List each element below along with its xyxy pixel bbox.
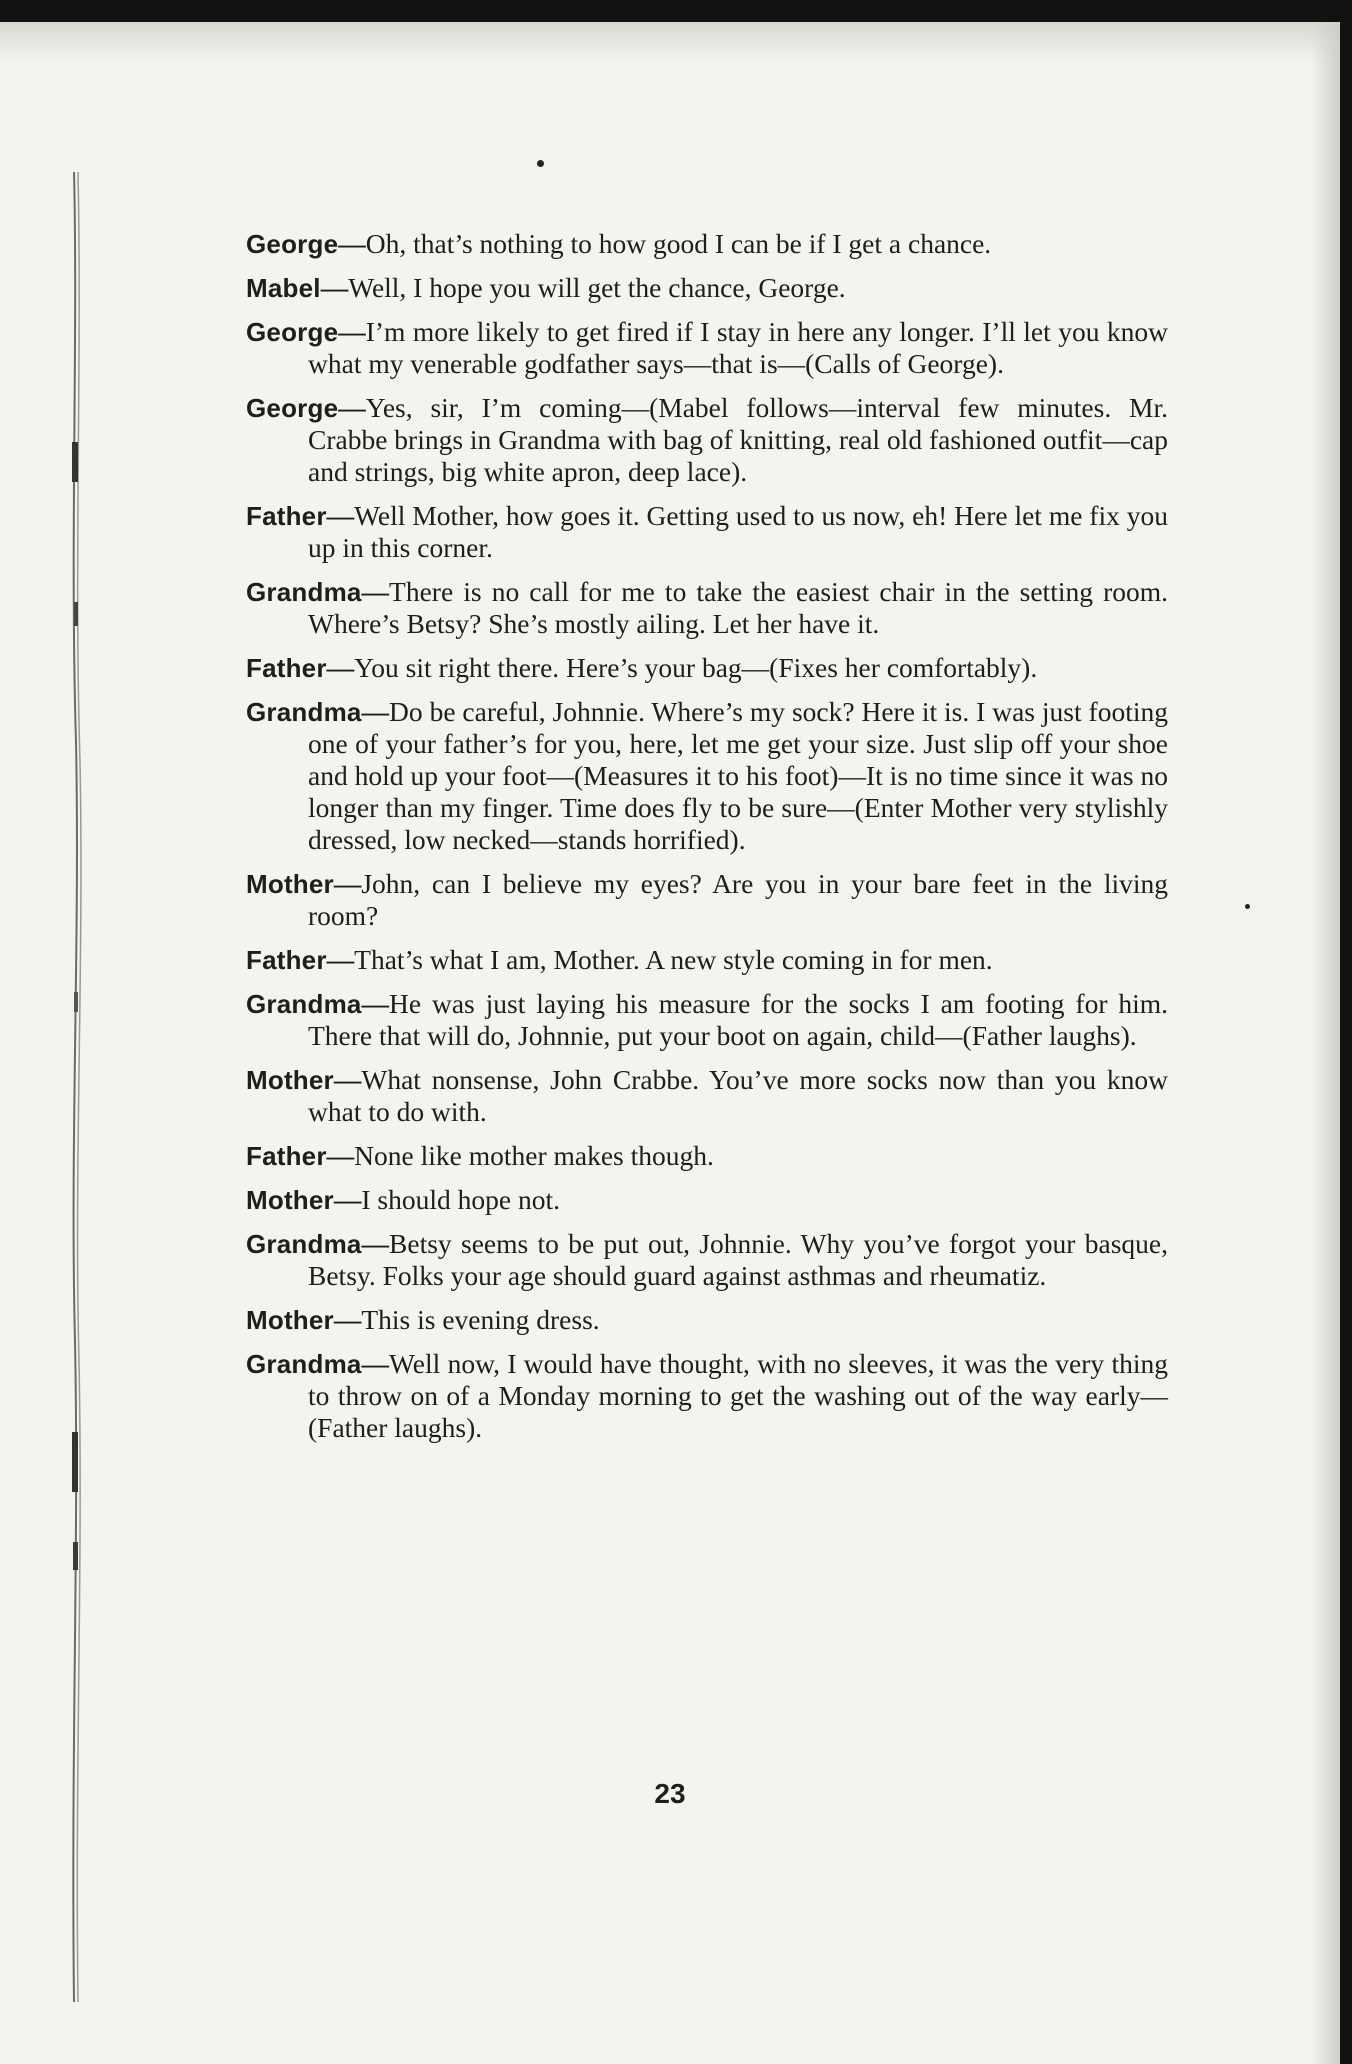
dialogue-entry [246, 696, 1168, 856]
book-page [0, 22, 1340, 2064]
page-number: 23 [654, 1778, 686, 1809]
dialogue-line: Well, I hope you will get the chance, George. [348, 272, 846, 303]
dialogue-line: Well Mother, how goes it. Getting used to us now, eh! Here let me fix you up in this corner. [308, 500, 1168, 563]
speaker-dash: — [361, 696, 390, 727]
speaker-dash: — [326, 1140, 355, 1171]
speaker-name: Mother [246, 1065, 334, 1095]
speaker-name: George [246, 229, 339, 259]
stray-mark-right [1245, 904, 1250, 909]
dialogue-entry [246, 988, 1168, 1052]
speaker-name: Mother [246, 1305, 334, 1335]
dialogue-line: I should hope not. [361, 1184, 560, 1215]
speaker-dash: — [326, 944, 355, 975]
dialogue-entry [246, 944, 1168, 976]
dialogue-line: You sit right there. Here’s your bag—(Fixes her comfortably). [354, 652, 1038, 683]
dialogue-line: What nonsense, John Crabbe. You’ve more socks now than you know what to do with. [308, 1064, 1168, 1127]
speaker-name: Father [246, 1141, 327, 1171]
speaker-dash: — [361, 1228, 390, 1259]
speaker-dash: — [361, 1348, 390, 1379]
speaker-dash: — [338, 228, 366, 259]
dialogue-entry [246, 272, 1168, 304]
dialogue-entry [246, 392, 1168, 488]
dialogue-line: That’s what I am, Mother. A new style coming in for men. [354, 944, 993, 975]
speaker-name: Grandma [246, 577, 362, 607]
dialogue-entry [246, 1140, 1168, 1172]
speaker-dash: — [320, 272, 349, 303]
speaker-dash: — [361, 988, 390, 1019]
dialogue-line: Well now, I would have thought, with no sleeves, it was the very thing to throw on of a Monday morning to get the washing out of the way early—(Father laughs). [308, 1348, 1168, 1443]
page-top-shadow [0, 22, 1340, 62]
dialogue-line: Betsy seems to be put out, Johnnie. Why you’ve forgot your basque, Betsy. Folks your age should guard against asthmas and rheumatiz. [308, 1228, 1168, 1291]
play-dialogue [246, 228, 1168, 1456]
page-right-shadow [1310, 22, 1340, 2064]
dialogue-entry [246, 868, 1168, 932]
dialogue-line: Oh, that’s nothing to how good I can be if I get a chance. [365, 228, 992, 259]
dialogue-entry [246, 652, 1168, 684]
dialogue-entry [246, 1348, 1168, 1444]
speaker-name: George [246, 317, 339, 347]
dialogue-line: Do be careful, Johnnie. Where’s my sock? Here it is. I was just footing one of your father’s for you, here, let me get your size. Just slip off your shoe and hold up your foot—(Measures it to his foot)—It is no time since it was no longer than my finger. Time does fly to be sure—(Enter Mother very stylishly dressed, low necked—stands horrified). [308, 696, 1168, 855]
binding-stitches [60, 142, 90, 2042]
speaker-name: Father [246, 501, 327, 531]
speaker-dash: — [326, 500, 355, 531]
dialogue-entry [246, 1228, 1168, 1292]
speaker-dash: — [361, 576, 390, 607]
dialogue-line: There is no call for me to take the easiest chair in the setting room. Where’s Betsy? She’s mostly ailing. Let her have it. [308, 576, 1168, 639]
speaker-name: Mabel [246, 273, 321, 303]
dialogue-line: Yes, sir, I’m coming—(Mabel follows—interval few minutes. Mr. Crabbe brings in Grandma with bag of knitting, real old fashioned outfit—cap and strings, big white apron, deep lace). [308, 392, 1168, 487]
speaker-dash: — [333, 868, 362, 899]
speaker-name: George [246, 393, 339, 423]
dialogue-entry [246, 228, 1168, 260]
dialogue-line: None like mother makes though. [354, 1140, 714, 1171]
speaker-dash: — [333, 1304, 362, 1335]
speaker-name: Father [246, 653, 327, 683]
dialogue-entry [246, 1184, 1168, 1216]
speaker-name: Grandma [246, 989, 362, 1019]
dialogue-line: He was just laying his measure for the socks I am footing for him. There that will do, Johnnie, put your boot on again, child—(Father laughs). [308, 988, 1168, 1051]
speaker-dash: — [338, 392, 366, 423]
dialogue-entry [246, 576, 1168, 640]
speaker-name: Grandma [246, 697, 362, 727]
speaker-name: Father [246, 945, 327, 975]
dialogue-line: John, can I believe my eyes? Are you in your bare feet in the living room? [308, 868, 1168, 931]
stray-mark-top [537, 160, 544, 167]
dialogue-line: This is evening dress. [361, 1304, 600, 1335]
dialogue-entry [246, 316, 1168, 380]
dialogue-entry [246, 1304, 1168, 1336]
dialogue-line: I’m more likely to get fired if I stay in here any longer. I’ll let you know what my venerable godfather says—that is—(Calls of George). [308, 316, 1168, 379]
speaker-name: Mother [246, 869, 334, 899]
speaker-name: Grandma [246, 1349, 362, 1379]
dialogue-entry [246, 500, 1168, 564]
speaker-dash: — [333, 1184, 362, 1215]
speaker-name: Mother [246, 1185, 334, 1215]
dialogue-entry [246, 1064, 1168, 1128]
speaker-dash: — [338, 316, 366, 347]
speaker-dash: — [326, 652, 355, 683]
speaker-dash: — [333, 1064, 362, 1095]
speaker-name: Grandma [246, 1229, 362, 1259]
